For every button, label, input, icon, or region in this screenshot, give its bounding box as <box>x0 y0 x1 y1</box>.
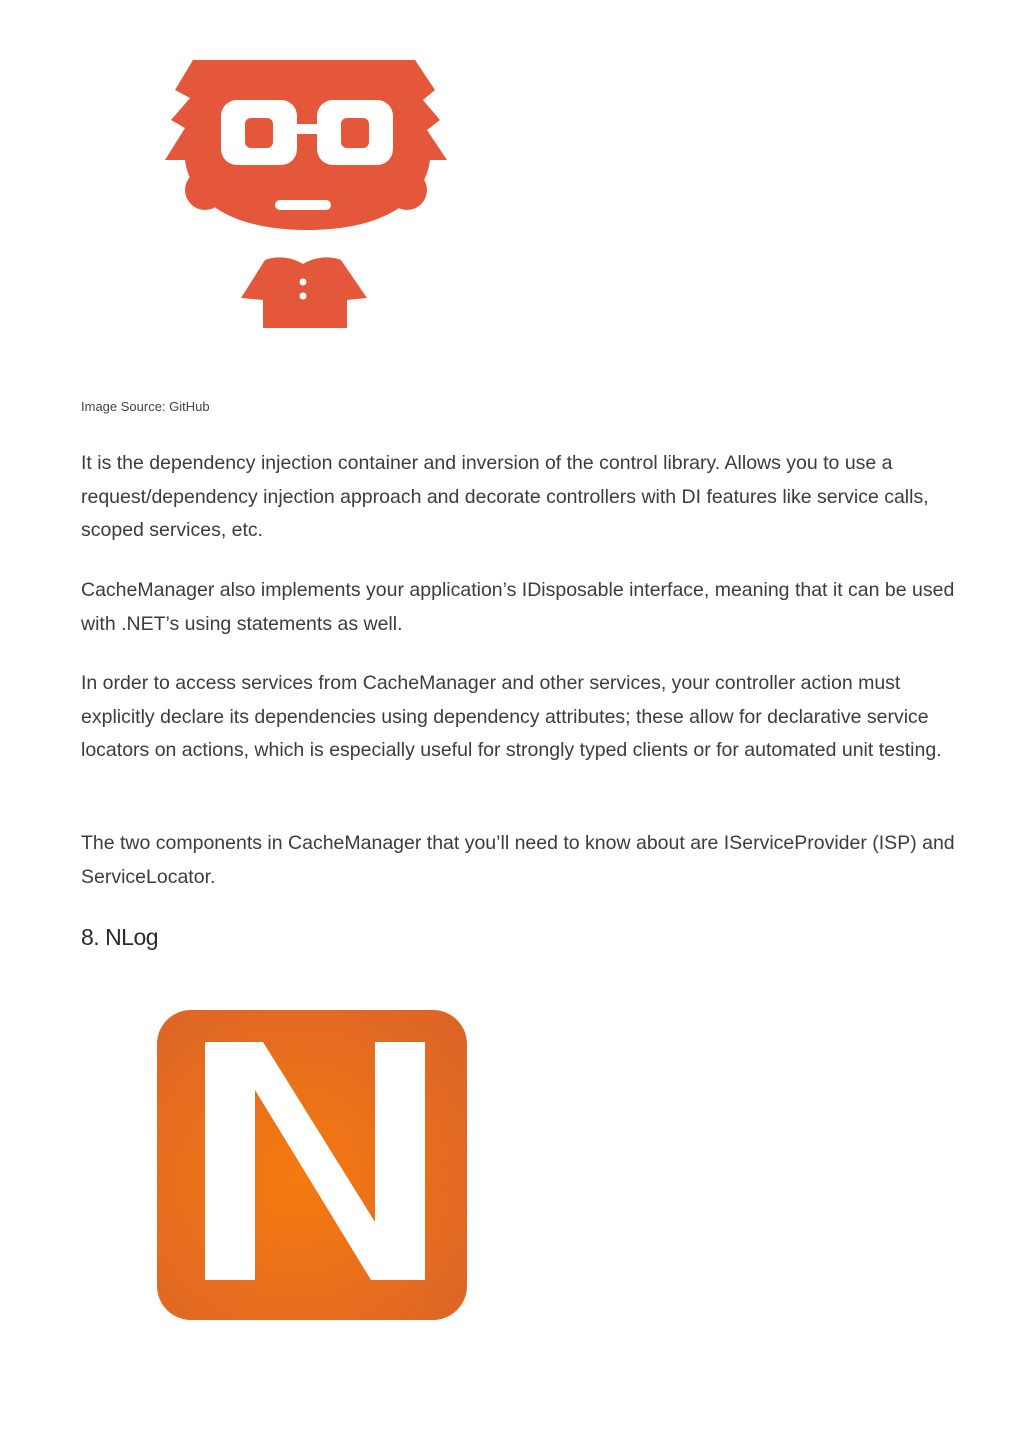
nlog-logo-icon <box>135 990 485 1335</box>
paragraph-4: The two components in CacheManager that you’ll need to know about are IServiceProvider (ISP) and ServiceLocator. <box>81 832 955 888</box>
github-avatar-icon <box>135 60 480 360</box>
figure-nlog-logo <box>135 990 485 1335</box>
paragraph-3: In order to access services from CacheManager and other services, your controller action must explicitly declare its dependencies using dependency attributes; these allow for declarative service locators on actions, which is especially useful for strongly typed clients or for automated unit testing. <box>81 672 942 761</box>
section-heading: 8. NLog <box>81 924 159 950</box>
paragraph-2: CacheManager also implements your application’s IDisposable interface, meaning that it can be used with .NET’s using statements as well. <box>81 579 955 635</box>
figure-avatar <box>135 60 480 360</box>
paragraph-1: It is the dependency injection container and inversion of the control library. Allows you to use a request/dependency injection approach and decorate controllers with DI features like service calls, scoped services, etc. <box>81 452 929 541</box>
image-caption: Image Source: GitHub <box>81 399 210 414</box>
